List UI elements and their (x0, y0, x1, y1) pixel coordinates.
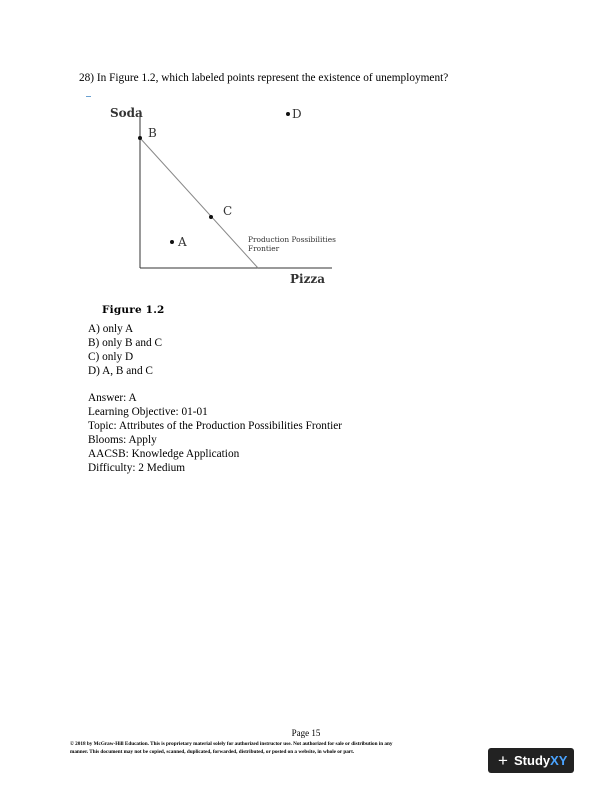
margin-mark (86, 96, 91, 97)
plus-icon: + (498, 750, 508, 770)
studyxy-badge[interactable] (488, 748, 574, 773)
point-d-dot (286, 112, 290, 116)
x-axis-label: Pizza (290, 272, 325, 286)
choice-d: D) A, B and C (88, 365, 153, 377)
ppf-curve (140, 138, 258, 268)
choice-c: C) only D (88, 351, 134, 363)
answer-metadata (88, 391, 342, 475)
blooms-line: Blooms: Apply (88, 434, 157, 446)
copyright-line-1: © 2018 by McGraw-Hill Education. This is proprietary material solely for authorized instructor use. Not authorized for sale or distribution in any (70, 741, 393, 747)
figure-caption: Figure 1.2 (102, 304, 165, 316)
copyright-notice (70, 740, 520, 756)
point-c-label: C (223, 204, 233, 218)
brand-prefix: Study (514, 753, 551, 768)
topic-line: Topic: Attributes of the Production Possibilities Frontier (88, 420, 343, 432)
answer-choices (88, 322, 162, 378)
choice-b: B) only B and C (88, 337, 163, 349)
copyright-line-2: manner. This document may not be copied, scanned, duplicated, forwarded, distributed, or posted on a website, in whole or part. (70, 749, 355, 755)
point-d-label: D (292, 107, 302, 121)
aacsb-line: AACSB: Knowledge Application (88, 448, 240, 460)
y-axis-label: Soda (110, 106, 143, 120)
point-a-label: A (178, 235, 187, 249)
point-b-label: B (148, 126, 157, 140)
ppf-label-line1: Production Possibilities (248, 235, 336, 244)
question-text (79, 72, 448, 84)
point-a-dot (170, 240, 174, 244)
difficulty-line: Difficulty: 2 Medium (88, 462, 186, 474)
page-number: Page 15 (291, 728, 321, 738)
question-number: 28) (79, 72, 95, 84)
answer-line: Answer: A (88, 392, 137, 404)
choice-a: A) only A (88, 323, 134, 335)
ppf-figure (100, 100, 340, 300)
point-c-dot (209, 215, 213, 219)
brand-suffix: XY (550, 753, 568, 768)
ppf-label-line2: Frontier (248, 244, 280, 253)
point-b-dot (138, 136, 142, 140)
question-body: In Figure 1.2, which labeled points represent the existence of unemployment? (96, 72, 449, 84)
learning-objective-line: Learning Objective: 01-01 (88, 406, 208, 418)
